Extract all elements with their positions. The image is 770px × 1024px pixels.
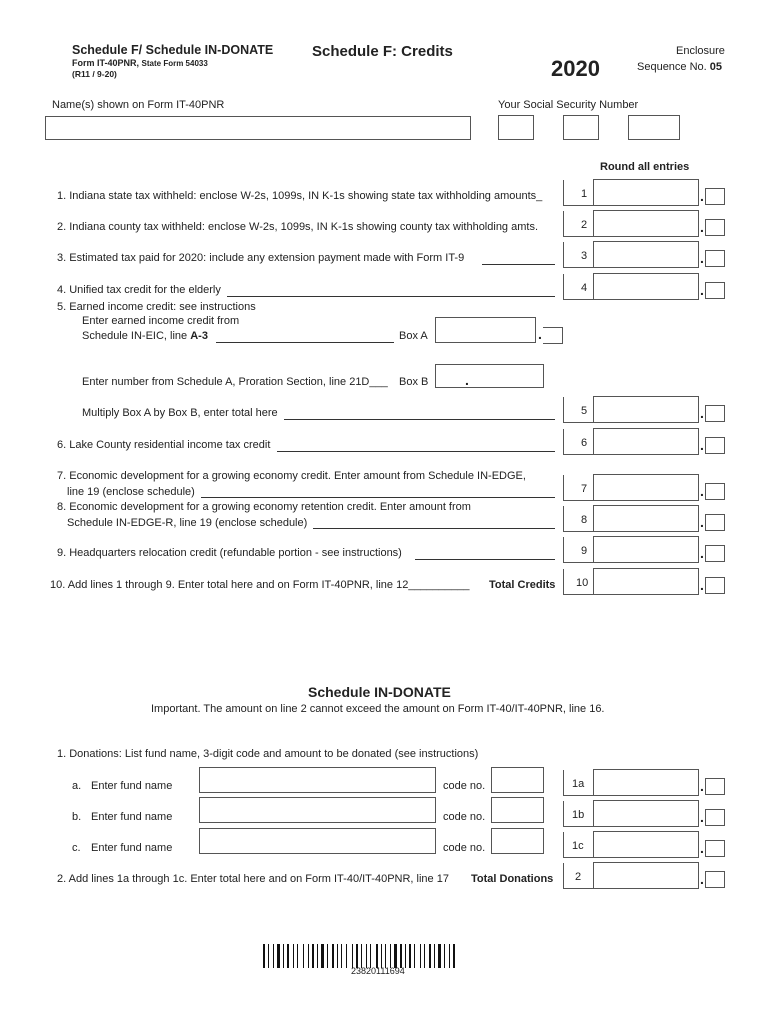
barcode-bar	[390, 944, 391, 968]
barcode-bar	[398, 944, 399, 968]
line4-line-number: 4	[581, 282, 588, 294]
line3-decimal: .	[700, 250, 704, 266]
line5-cents-box	[705, 405, 725, 422]
barcode-bar	[297, 944, 298, 968]
line8-line-number: 8	[581, 514, 588, 526]
line8-decimal: .	[700, 514, 704, 530]
form-name	[72, 58, 208, 68]
line7-decimal: .	[700, 483, 704, 499]
box-b-decimal: .	[465, 372, 469, 388]
line5-sub4-underline	[284, 419, 555, 420]
donate-line1: 1. Donations: List fund name, 3-digit code and amount to be donated (see instructions)	[57, 748, 479, 760]
name-input[interactable]	[45, 116, 471, 140]
barcode-bar	[394, 944, 397, 968]
line5-sub4: Multiply Box A by Box B, enter total here	[82, 407, 278, 419]
line2-text: 2. Indiana county tax withheld: enclose W-2s, 1099s, IN K-1s showing county tax withholding amts.	[57, 221, 538, 233]
line3-cents-box	[705, 250, 725, 267]
line2-number-cell	[563, 211, 593, 237]
donate-2-number-cell	[563, 863, 593, 889]
barcode-bar	[285, 944, 286, 968]
line4-number-cell	[563, 274, 593, 300]
barcode-bar	[273, 944, 274, 968]
line9-decimal: .	[700, 545, 704, 561]
tax-year: 2020	[551, 56, 600, 81]
donate-1b-line-number: 1b	[572, 809, 585, 821]
barcode-bar	[268, 944, 269, 968]
sequence-label	[637, 61, 722, 73]
line7-underline	[201, 497, 555, 498]
donate-title: Schedule IN-DONATE	[308, 684, 451, 700]
barcode-bar	[310, 944, 311, 968]
barcode-bar	[359, 944, 360, 968]
line10-amount-input[interactable]	[593, 568, 699, 595]
donate-1a-amount-input[interactable]	[593, 769, 699, 796]
line1-cents-box	[705, 188, 725, 205]
line3-line-number: 3	[581, 250, 588, 262]
line5-underline	[216, 342, 394, 343]
donate-line2: 2. Add lines 1a through 1c. Enter total here and on Form IT-40/IT-40PNR, line 17	[57, 873, 449, 885]
barcode-bar	[346, 944, 347, 968]
donate-1b-cents-box	[705, 809, 725, 826]
donate-2-line-number: 2	[575, 871, 582, 883]
barcode-bar	[339, 944, 340, 968]
barcode-bar	[308, 944, 309, 968]
donate-row-b-code: code no.	[443, 811, 486, 823]
box-a-input[interactable]	[435, 317, 536, 343]
revision: (R11 / 9-20)	[72, 69, 117, 79]
donate-1c-line-number: 1c	[572, 840, 584, 852]
barcode-bar	[456, 944, 457, 968]
donate-1c-amount-input[interactable]	[593, 831, 699, 858]
line5-text: 5. Earned income credit: see instructions	[57, 301, 256, 313]
barcode-bar	[426, 944, 428, 968]
barcode-bar	[429, 944, 431, 968]
barcode-bar	[281, 944, 282, 968]
barcode-bar	[409, 944, 411, 968]
barcode-bar	[270, 944, 272, 968]
barcode-bar	[290, 944, 292, 968]
line9-amount-input[interactable]	[593, 536, 699, 563]
sequence-number: 05	[709, 61, 723, 73]
barcode	[263, 944, 506, 968]
line7-number-cell	[563, 475, 593, 501]
donate-row-a-letter: a.	[72, 780, 82, 792]
line6-text: 6. Lake County residential income tax credit	[57, 439, 271, 451]
barcode-bar	[312, 944, 314, 968]
line10-line-number: 10	[576, 577, 589, 589]
barcode-bar	[392, 944, 393, 968]
line8-underline	[313, 528, 555, 529]
donate-2-decimal: .	[700, 871, 704, 887]
donate-2-cents-box	[705, 871, 725, 888]
line5-decimal: .	[700, 405, 704, 421]
enclosure-label: Enclosure	[676, 45, 725, 57]
barcode-bar	[416, 944, 419, 968]
barcode-bar	[432, 944, 433, 968]
line4-text: 4. Unified tax credit for the elderly	[57, 284, 221, 296]
donate-1b-amount-input[interactable]	[593, 800, 699, 827]
total-donations-label: Total Donations	[471, 873, 554, 885]
barcode-bar	[370, 944, 371, 968]
line2-amount-input[interactable]	[593, 210, 699, 237]
donate-row-a-label: Enter fund name	[91, 780, 173, 792]
line5-sub2-text: Schedule IN-EIC, line	[82, 330, 191, 342]
barcode-bar	[366, 944, 367, 968]
barcode-bar	[341, 944, 342, 968]
line2-cents-box	[705, 219, 725, 236]
donate-row-a-code: code no.	[443, 780, 486, 792]
barcode-bar	[356, 944, 358, 968]
donate-1b-number-cell	[563, 801, 593, 827]
fund-name-b-input[interactable]	[199, 797, 436, 823]
donate-1c-cents-box	[705, 840, 725, 857]
barcode-bar	[327, 944, 328, 968]
line7-cents-box	[705, 483, 725, 500]
barcode-bar	[407, 944, 408, 968]
line3-text: 3. Estimated tax paid for 2020: include any extension payment made with Form IT-9	[57, 252, 465, 264]
line5-sub1: Enter earned income credit from	[82, 315, 240, 327]
line10-decimal: .	[700, 577, 704, 593]
name-label: Name(s) shown on Form IT-40PNR	[52, 99, 225, 111]
barcode-bar	[442, 944, 443, 968]
barcode-bar	[287, 944, 289, 968]
barcode-bar	[319, 944, 320, 968]
ssn-part2-input[interactable]	[563, 115, 599, 140]
line5-amount-input[interactable]	[593, 396, 699, 423]
line6-amount-input[interactable]	[593, 428, 699, 455]
box-a-label: Box A	[399, 330, 428, 342]
line6-cents-box	[705, 437, 725, 454]
donate-1a-cents-box	[705, 778, 725, 795]
line4-decimal: .	[700, 282, 704, 298]
line3-amount-input[interactable]	[593, 241, 699, 268]
line9-number-cell	[563, 537, 593, 563]
donate-row-b-letter: b.	[72, 811, 82, 823]
barcode-bar	[317, 944, 318, 968]
donate-row-c-code: code no.	[443, 842, 486, 854]
line5-sub2-ref: A-3	[190, 330, 208, 342]
line6-number-cell	[563, 429, 593, 455]
donate-1b-decimal: .	[700, 809, 704, 825]
barcode-bar	[376, 944, 378, 968]
page-title: Schedule F: Credits	[312, 43, 453, 60]
line10-cents-box	[705, 577, 725, 594]
line7-text2: line 19 (enclose schedule)	[67, 486, 195, 498]
barcode-bar	[436, 944, 437, 968]
barcode-bar	[335, 944, 336, 968]
barcode-bar	[387, 944, 389, 968]
line7-text1: 7. Economic development for a growing economy credit. Enter amount from Schedule IN-EDGE,	[57, 470, 526, 482]
line9-underline	[415, 559, 555, 560]
line9-line-number: 9	[581, 545, 588, 557]
barcode-bar	[434, 944, 435, 968]
line1-number-cell	[563, 180, 593, 206]
barcode-bar	[348, 944, 351, 968]
barcode-bar	[299, 944, 302, 968]
box-a-decimal: .	[538, 326, 542, 342]
state-form: State Form 54033	[141, 59, 208, 68]
box-b-input[interactable]	[435, 364, 544, 388]
ssn-part1-input[interactable]	[498, 115, 534, 140]
barcode-bar	[277, 944, 280, 968]
line8-text1: 8. Economic development for a growing economy retention credit. Enter amount from	[57, 501, 471, 513]
barcode-bar	[438, 944, 441, 968]
barcode-bar	[337, 944, 338, 968]
line9-cents-box	[705, 545, 725, 562]
barcode-bar	[332, 944, 334, 968]
line7-amount-input[interactable]	[593, 474, 699, 501]
barcode-bar	[414, 944, 415, 968]
barcode-bar	[343, 944, 345, 968]
line2-decimal: .	[700, 219, 704, 235]
barcode-bar	[420, 944, 421, 968]
line5-line-number: 5	[581, 405, 588, 417]
line10-number-cell	[563, 569, 593, 595]
barcode-bar	[405, 944, 406, 968]
donate-1a-line-number: 1a	[572, 778, 585, 790]
barcode-bar	[275, 944, 276, 968]
barcode-bar	[383, 944, 384, 968]
barcode-bar	[283, 944, 284, 968]
barcode-bar	[303, 944, 304, 968]
round-note: Round all entries	[600, 161, 690, 173]
barcode-bar	[400, 944, 402, 968]
barcode-bar	[315, 944, 316, 968]
line8-text2: Schedule IN-EDGE-R, line 19 (enclose schedule)	[67, 517, 308, 529]
line9-text: 9. Headquarters relocation credit (refundable portion - see instructions)	[57, 547, 402, 559]
line6-line-number: 6	[581, 437, 588, 449]
line4-amount-input[interactable]	[593, 273, 699, 300]
line5-sub2	[82, 330, 208, 342]
code-c-input[interactable]	[491, 828, 544, 854]
donate-1c-decimal: .	[700, 840, 704, 856]
barcode-bar	[412, 944, 413, 968]
line1-amount-input[interactable]	[593, 179, 699, 206]
donate-2-amount-input[interactable]	[593, 862, 699, 889]
barcode-bar	[453, 944, 455, 968]
schedule-title: Schedule F/ Schedule IN-DONATE	[72, 43, 274, 57]
barcode-bar	[354, 944, 355, 968]
donate-row-c-label: Enter fund name	[91, 842, 173, 854]
barcode-bar	[305, 944, 307, 968]
line8-amount-input[interactable]	[593, 505, 699, 532]
line3-number-cell	[563, 242, 593, 268]
box-b-label: Box B	[399, 376, 429, 388]
barcode-bar	[352, 944, 353, 968]
barcode-bar	[381, 944, 382, 968]
line1-text: 1. Indiana state tax withheld: enclose W-2s, 1099s, IN K-1s showing state tax withholding amounts_	[57, 190, 543, 202]
donate-1a-number-cell	[563, 770, 593, 796]
barcode-bar	[361, 944, 362, 968]
line10-text: 10. Add lines 1 through 9. Enter total here and on Form IT-40PNR, line 12__________	[50, 579, 470, 591]
fund-name-c-input[interactable]	[199, 828, 436, 854]
barcode-bar	[422, 944, 423, 968]
line4-cents-box	[705, 282, 725, 299]
donate-1c-number-cell	[563, 832, 593, 858]
barcode-bar	[379, 944, 380, 968]
line8-number-cell	[563, 506, 593, 532]
barcode-bar	[449, 944, 450, 968]
barcode-number: 23820111694	[351, 966, 405, 976]
sequence-text: Sequence No.	[637, 61, 707, 73]
fund-name-a-input[interactable]	[199, 767, 436, 793]
line6-underline	[277, 451, 555, 452]
barcode-bar	[372, 944, 375, 968]
line1-line-number: 1	[581, 188, 588, 200]
line6-decimal: .	[700, 437, 704, 453]
code-b-input[interactable]	[491, 797, 544, 823]
donate-1a-decimal: .	[700, 778, 704, 794]
barcode-bar	[403, 944, 404, 968]
line1-decimal: .	[700, 188, 704, 204]
barcode-bar	[263, 944, 265, 968]
donate-row-b-label: Enter fund name	[91, 811, 173, 823]
barcode-bar	[424, 944, 425, 968]
donate-row-c-letter: c.	[72, 842, 81, 854]
line4-underline	[227, 296, 555, 297]
barcode-bar	[444, 944, 445, 968]
barcode-bar	[385, 944, 386, 968]
line5-number-cell	[563, 397, 593, 423]
barcode-bar	[325, 944, 326, 968]
box-a-cents-box	[543, 327, 563, 344]
total-credits-label: Total Credits	[489, 579, 556, 591]
line8-cents-box	[705, 514, 725, 531]
line5-sub3: Enter number from Schedule A, Proration Section, line 21D___	[82, 376, 388, 388]
barcode-bar	[363, 944, 365, 968]
donate-important: Important. The amount on line 2 cannot exceed the amount on Form IT-40/IT-40PNR, line 16.	[151, 703, 605, 715]
barcode-bar	[368, 944, 369, 968]
line3-underline	[482, 264, 555, 265]
barcode-bar	[295, 944, 296, 968]
code-a-input[interactable]	[491, 767, 544, 793]
barcode-bar	[266, 944, 267, 968]
barcode-bar	[451, 944, 452, 968]
barcode-bar	[329, 944, 331, 968]
barcode-bar	[446, 944, 448, 968]
ssn-part3-input[interactable]	[628, 115, 680, 140]
ssn-label: Your Social Security Number	[498, 99, 639, 111]
form-name-text: Form IT-40PNR,	[72, 58, 140, 68]
barcode-bar	[293, 944, 294, 968]
line2-line-number: 2	[581, 219, 588, 231]
line7-line-number: 7	[581, 483, 588, 495]
barcode-bar	[321, 944, 324, 968]
